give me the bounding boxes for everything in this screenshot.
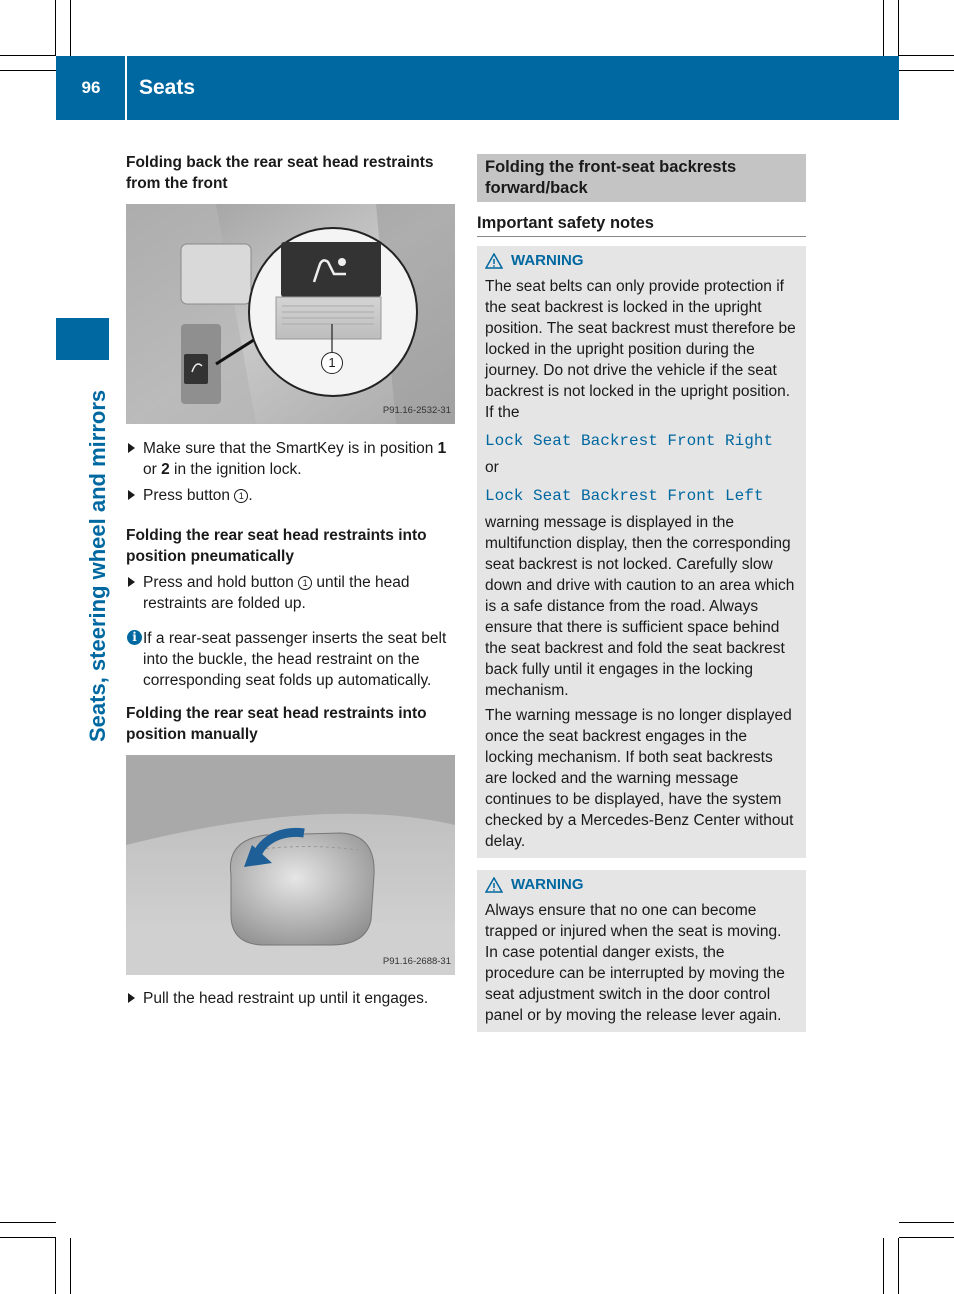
warning-title: WARNING [485,250,798,271]
crop-mark [70,0,71,56]
figure-head-restraint-manual [126,755,455,975]
center-console-illustration [126,204,455,424]
warning-paragraph: warning message is displayed in the multifunction display, then the corresponding seat backrest is not locked. Carefully slow down and drive with caution to an area which is a safe distance from the road. Always ensure that there is sufficient space behind the seat backrest and fold the seat backrest back fully until it engages in the locking mechanism. [485,514,795,699]
crop-mark [0,1222,56,1223]
step-press-button: Press button 1 . [126,485,458,506]
warning-paragraph: The warning message is no longer displayed once the seat backrest engages in the locking mechanism. If both seat backrests are locked and the warning message continues to be displayed, have the system checked by a Mercedes-Benz Center without delay. [485,707,794,850]
figure-code: P91.16-2688-31 [382,956,451,967]
crop-mark [899,1222,954,1223]
circled-number: 1 [234,489,248,503]
header-divider [125,56,127,120]
warning-triangle-icon [485,877,503,893]
crop-mark [70,1238,71,1294]
warning-paragraph: Always ensure that no one can become trapped or injured when the seat is moving. In case potential danger exists, the procedure can be interrupted by moving the seat adjustment switch in the door control panel or by moving the release lever again. [485,902,785,1024]
circled-number: 1 [298,576,312,590]
figure-head-restraint-button [126,204,455,424]
warning-title: WARNING [485,874,798,895]
section-heading-fold-back: Folding back the rear seat head restraints from the front [126,154,434,192]
crop-mark [899,1237,954,1238]
crop-mark [899,55,954,56]
crop-mark [55,0,56,56]
crop-mark [0,55,56,56]
info-icon: i [127,630,142,645]
crop-mark [0,70,56,71]
crop-mark [898,1238,899,1294]
chapter-tab-marker [56,318,109,360]
step-press-hold: Press and hold button 1 until the head restraints are folded up. [126,572,458,614]
chapter-side-label: Seats, steering wheel and mirrors [85,389,110,742]
crop-mark [898,0,899,56]
display-message-right: Lock Seat Backrest Front Right [485,432,774,450]
section-heading-pneumatic: Folding the rear seat head restraints into position pneumatically [126,527,427,565]
crop-mark [883,1238,884,1294]
page-number: 96 [81,78,101,97]
crop-mark [55,1238,56,1294]
section-heading-manual: Folding the rear seat head restraints into position manually [126,705,427,743]
display-message-left: Lock Seat Backrest Front Left [485,487,764,505]
warning-box-backrest [477,246,806,858]
info-note: i If a rear-seat passenger inserts the seat belt into the buckle, the head restraint on the corresponding seat folds up automatically. [126,628,458,691]
crop-mark [0,1237,56,1238]
crop-mark [883,0,884,56]
warning-paragraph: The seat belts can only provide protection if the seat backrest is locked in the upright position. The seat backrest must therefore be locked in the upright position during the journey. Do not drive the vehicle if the seat backrest is not locked in the upright position. If the [485,278,796,421]
warning-box-trapped [477,870,806,1032]
bullet-arrow-icon [128,443,135,453]
chapter-title: Seats [139,76,196,99]
callout-number: 1 [321,352,343,374]
step-smartkey-position: Make sure that the SmartKey is in position 1 or 2 in the ignition lock. [126,438,458,480]
head-restraint-illustration [126,755,455,975]
step-pull-head-restraint: Pull the head restraint up until it engages. [126,988,458,1009]
right-column [477,154,806,1032]
bullet-arrow-icon [128,490,135,500]
bullet-arrow-icon [128,993,135,1003]
section-title-bar: Folding the front-seat backrests forward/back [477,154,806,202]
bullet-arrow-icon [128,577,135,587]
warning-or: or [485,459,499,476]
warning-triangle-icon [485,253,503,269]
crop-mark [899,70,954,71]
left-column [126,152,458,1009]
figure-code: P91.16-2532-31 [382,405,451,416]
subheading-safety-notes: Important safety notes [477,213,806,237]
